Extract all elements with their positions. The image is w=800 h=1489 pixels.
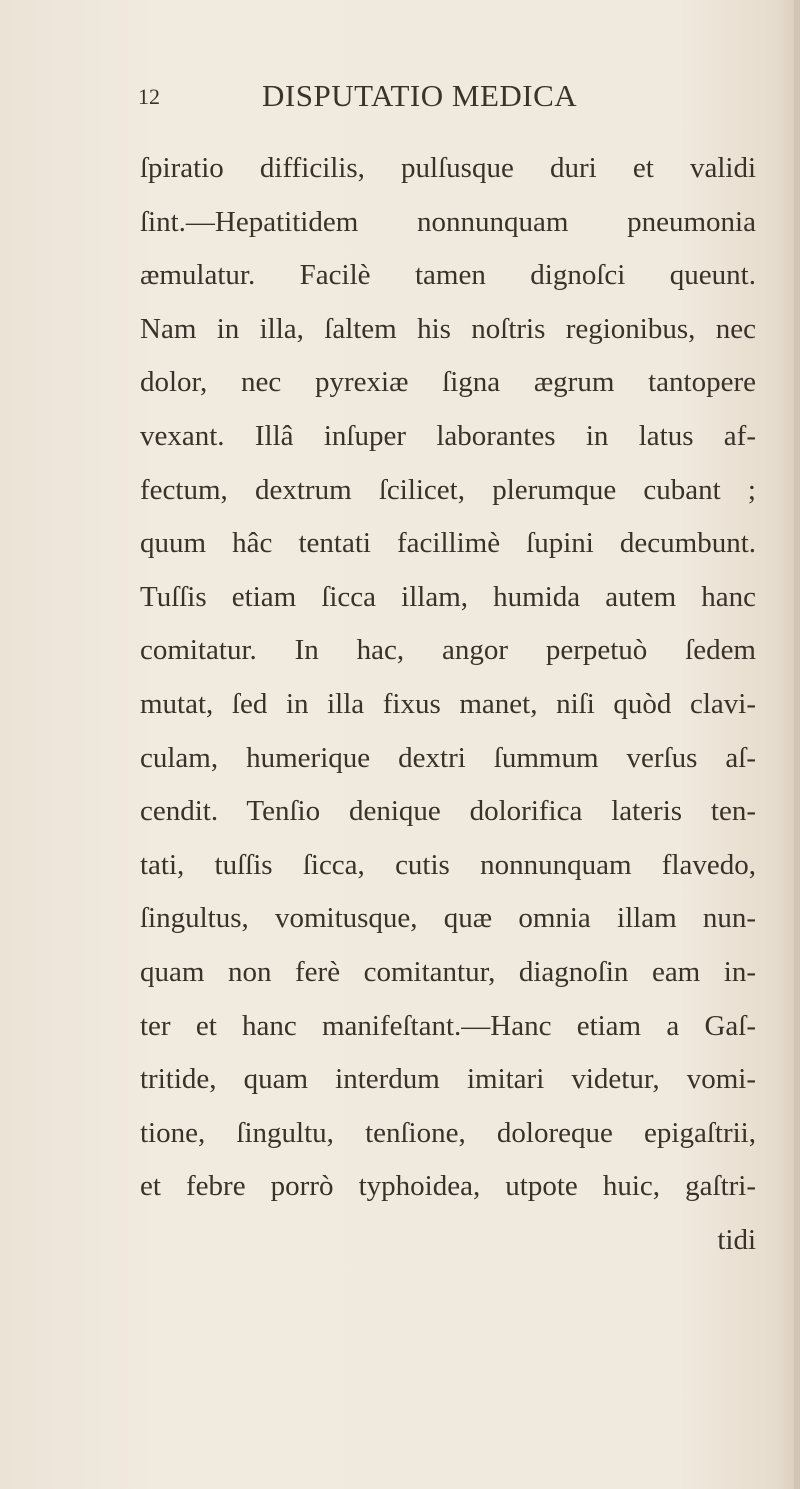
text-line: ſpiratio difficilis, pulſusque duri et validi [140,152,756,184]
page-number: 12 [138,84,160,109]
body-text [140,142,756,1267]
text-line: quum hâc tentati facillimè ſupini decumbunt. [140,527,756,560]
text-line: ſint.—Hepatitidem nonnunquam pneumonia [140,205,756,238]
text-line: et febre porrò typhoidea, utpote huic, gaſtri- [140,1170,756,1203]
text-line: cendit. Tenſio denique dolorifica lateris ten- [140,795,756,828]
text-line: tritide, quam interdum imitari videtur, vomi- [140,1063,756,1096]
text-line: ter et hanc manifeſtant.—Hanc etiam a Gaſ- [140,1009,756,1042]
text-line: comitatur. In hac, angor perpetuò ſedem [140,634,756,667]
text-line: ſingultus, vomitusque, quæ omnia illam nun- [140,902,756,935]
text-line: dolor, nec pyrexiæ ſigna ægrum tantopere [140,366,756,399]
text-line: fectum, dextrum ſcilicet, plerumque cubant ; [140,473,756,506]
page-edge [794,0,800,1489]
text-line: æmulatur. Facilè tamen dignoſci queunt. [140,259,756,292]
catchword: tidi [717,1223,756,1256]
text-line: Nam in illa, ſaltem his noſtris regionibus, nec [140,312,756,345]
text-line: culam, humerique dextri ſummum verſus aſ- [140,741,756,774]
running-title: DISPUTATIO MEDICA [262,78,578,113]
text-line: quam non ferè comitantur, diagnoſin eam in- [140,955,756,988]
page-header [138,78,758,118]
text-line: tati, tuſſis ſicca, cutis nonnunquam flavedo, [140,848,756,881]
text-line: mutat, ſed in illa fixus manet, niſi quòd clavi- [140,687,756,720]
text-line: vexant. Illâ inſuper laborantes in latus af- [140,419,756,452]
text-line: tione, ſingultu, tenſione, doloreque epigaſtrii, [140,1116,756,1149]
text-line: Tuſſis etiam ſicca illam, humida autem hanc [140,580,756,613]
